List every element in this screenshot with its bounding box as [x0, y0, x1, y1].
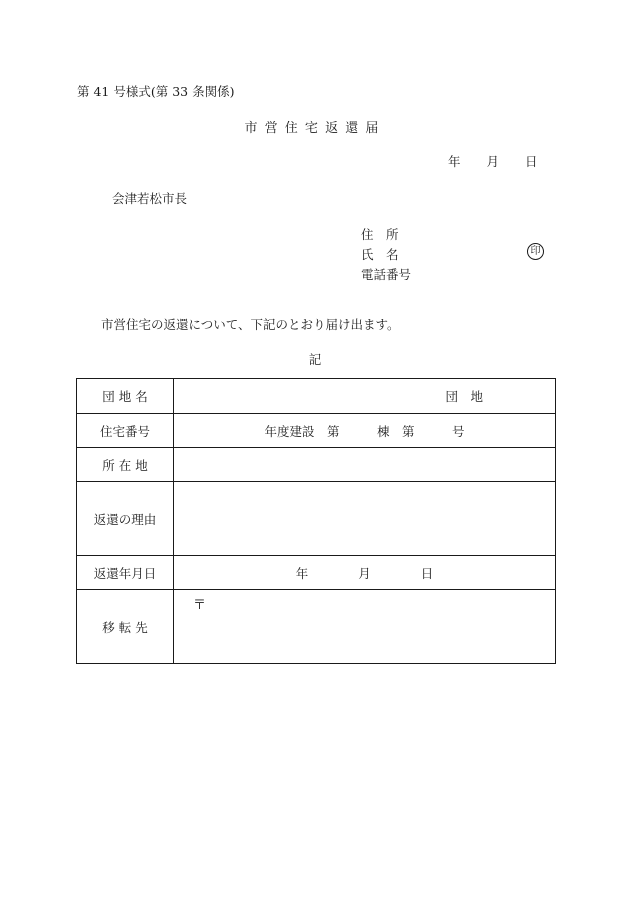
row-value-housing-number[interactable]: 年度建設 第 棟 第 号 — [174, 414, 556, 448]
table-row — [77, 448, 556, 482]
date-day-label: 日 — [525, 154, 538, 169]
row-label-reason: 返還の理由 — [77, 482, 174, 556]
row-value-destination[interactable]: 〒 — [174, 590, 556, 664]
applicant-address-label: 住 所 — [361, 227, 399, 242]
row-label-destination: 移 転 先 — [77, 590, 174, 664]
row-label-housing-number: 住宅番号 — [77, 414, 174, 448]
form-title: 市営住宅返還届 — [244, 121, 386, 136]
applicant-phone-label: 電話番号 — [361, 267, 412, 282]
row-value-danchi[interactable]: 団 地 — [174, 379, 556, 414]
ki-heading: 記 — [308, 352, 322, 367]
seal-mark: 印 — [527, 243, 544, 260]
row-value-reason[interactable] — [174, 482, 556, 556]
return-form-table — [76, 378, 556, 664]
row-value-return-date[interactable]: 年 月 日 — [174, 556, 556, 590]
applicant-name-label: 氏 名 — [361, 247, 399, 262]
table-row — [77, 556, 556, 590]
row-label-return-date: 返還年月日 — [77, 556, 174, 590]
row-label-location: 所 在 地 — [77, 448, 174, 482]
date-month-label: 月 — [486, 154, 500, 169]
notice-text: 市営住宅の返還について、下記のとおり届け出ます。 — [101, 317, 400, 332]
table-row — [77, 590, 556, 664]
date-year-label: 年 — [448, 154, 461, 169]
form-reference: 第 41 号様式(第 33 条関係) — [77, 84, 235, 99]
row-label-danchi: 団 地 名 — [77, 379, 174, 414]
table-row — [77, 482, 556, 556]
submission-date-line — [448, 152, 538, 170]
table-row — [77, 379, 556, 414]
row-value-location[interactable] — [174, 448, 556, 482]
addressee: 会津若松市長 — [112, 191, 188, 206]
table-row — [77, 414, 556, 448]
